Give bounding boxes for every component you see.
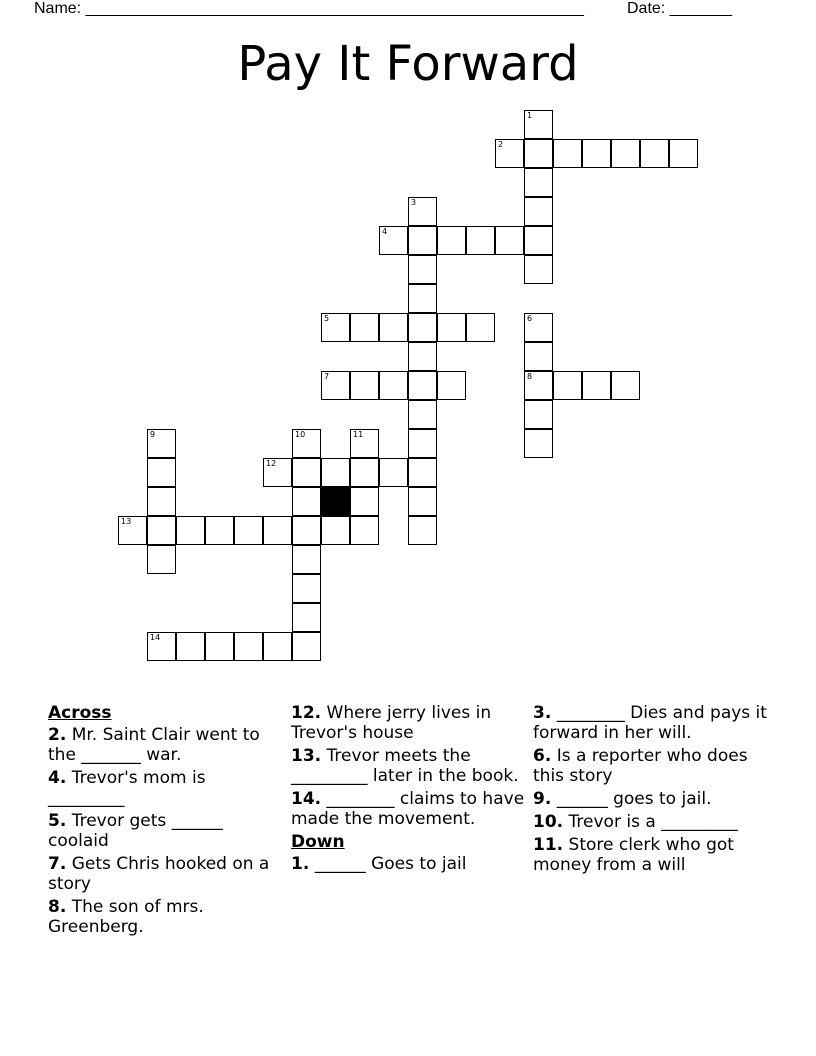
grid-cell[interactable] bbox=[263, 632, 292, 661]
grid-cell[interactable] bbox=[553, 371, 582, 400]
grid-cell[interactable] bbox=[176, 632, 205, 661]
grid-cell[interactable] bbox=[669, 139, 698, 168]
grid-cell[interactable] bbox=[350, 313, 379, 342]
grid-cell[interactable] bbox=[147, 458, 176, 487]
grid-cell[interactable] bbox=[147, 545, 176, 574]
grid-cell[interactable] bbox=[350, 458, 379, 487]
grid-cell[interactable] bbox=[524, 313, 553, 342]
grid-cell[interactable] bbox=[350, 429, 379, 458]
grid-cell[interactable] bbox=[321, 458, 350, 487]
grid-cell[interactable] bbox=[640, 139, 669, 168]
clue-across-5: 5. Trevor gets ______ coolaid bbox=[48, 811, 223, 851]
grid-cell[interactable] bbox=[524, 168, 553, 197]
name-field[interactable]: Name: ________________________________________________________ bbox=[34, 0, 584, 17]
clue-down-11: 11. Store clerk who got money from a will bbox=[533, 835, 734, 875]
clue-across-4: 4. Trevor's mom is _________ bbox=[48, 768, 206, 808]
clues-column-3 bbox=[533, 703, 767, 878]
clue-across-12: 12. Where jerry lives in Trevor's house bbox=[291, 703, 492, 743]
clue-number-label: 3 bbox=[411, 198, 417, 207]
black-cell bbox=[321, 487, 350, 516]
grid-cell[interactable] bbox=[495, 139, 524, 168]
grid-cell[interactable] bbox=[350, 371, 379, 400]
grid-cell[interactable] bbox=[321, 313, 350, 342]
grid-cell[interactable] bbox=[408, 458, 437, 487]
grid-cell[interactable] bbox=[234, 632, 263, 661]
grid-cell[interactable] bbox=[234, 516, 263, 545]
clue-number-label: 10 bbox=[295, 430, 306, 439]
clue-number-label: 2 bbox=[498, 140, 504, 149]
grid-cell[interactable] bbox=[408, 429, 437, 458]
grid-cell[interactable] bbox=[408, 284, 437, 313]
clues-column-1 bbox=[48, 703, 282, 940]
clue-number-label: 12 bbox=[266, 459, 277, 468]
grid-cell[interactable] bbox=[292, 545, 321, 574]
grid-cell[interactable] bbox=[350, 487, 379, 516]
grid-cell[interactable] bbox=[466, 226, 495, 255]
clue-number-label: 5 bbox=[324, 314, 330, 323]
grid-cell[interactable] bbox=[408, 255, 437, 284]
clue-across-13: 13. Trevor meets the _________ later in the book. bbox=[291, 746, 519, 786]
grid-cell[interactable] bbox=[321, 516, 350, 545]
clue-number-label: 1 bbox=[527, 111, 533, 120]
grid-cell[interactable] bbox=[408, 400, 437, 429]
grid-cell[interactable] bbox=[379, 371, 408, 400]
grid-cell[interactable] bbox=[611, 371, 640, 400]
grid-cell[interactable] bbox=[263, 458, 292, 487]
grid-cell[interactable] bbox=[582, 371, 611, 400]
grid-cell[interactable] bbox=[611, 139, 640, 168]
grid-cell[interactable] bbox=[437, 313, 466, 342]
grid-cell[interactable] bbox=[292, 574, 321, 603]
grid-cell[interactable] bbox=[582, 139, 611, 168]
grid-cell[interactable] bbox=[437, 371, 466, 400]
grid-cell[interactable] bbox=[292, 487, 321, 516]
clue-across-8: 8. The son of mrs. Greenberg. bbox=[48, 897, 204, 937]
grid-cell[interactable] bbox=[147, 516, 176, 545]
grid-cell[interactable] bbox=[205, 516, 234, 545]
grid-cell[interactable] bbox=[321, 371, 350, 400]
clue-down-9: 9. ______ goes to jail. bbox=[533, 789, 712, 809]
grid-cell[interactable] bbox=[524, 400, 553, 429]
grid-cell[interactable] bbox=[524, 226, 553, 255]
grid-cell[interactable] bbox=[408, 342, 437, 371]
across-heading: Across bbox=[48, 703, 112, 723]
grid-cell[interactable] bbox=[147, 487, 176, 516]
grid-cell[interactable] bbox=[292, 429, 321, 458]
clue-number-label: 13 bbox=[121, 517, 132, 526]
clue-down-3: 3. ________ Dies and pays it forward in her will. bbox=[533, 703, 767, 743]
grid-cell[interactable] bbox=[437, 226, 466, 255]
clue-across-7: 7. Gets Chris hooked on a story bbox=[48, 854, 270, 894]
clue-number-label: 9 bbox=[150, 430, 156, 439]
grid-cell[interactable] bbox=[379, 313, 408, 342]
grid-cell[interactable] bbox=[524, 255, 553, 284]
grid-cell[interactable] bbox=[379, 458, 408, 487]
grid-cell[interactable] bbox=[176, 516, 205, 545]
clue-number-label: 4 bbox=[382, 227, 388, 236]
grid-cell[interactable] bbox=[350, 516, 379, 545]
grid-cell[interactable] bbox=[118, 516, 147, 545]
grid-cell[interactable] bbox=[408, 371, 437, 400]
clue-number-label: 8 bbox=[527, 372, 533, 381]
grid-cell[interactable] bbox=[524, 197, 553, 226]
grid-cell[interactable] bbox=[292, 458, 321, 487]
grid-cell[interactable] bbox=[292, 632, 321, 661]
grid-cell[interactable] bbox=[379, 226, 408, 255]
grid-cell[interactable] bbox=[147, 429, 176, 458]
grid-cell[interactable] bbox=[292, 516, 321, 545]
clue-down-10: 10. Trevor is a _________ bbox=[533, 812, 738, 832]
down-heading: Down bbox=[291, 832, 345, 852]
grid-cell[interactable] bbox=[292, 603, 321, 632]
clue-down-6: 6. Is a reporter who does this story bbox=[533, 746, 748, 786]
grid-cell[interactable] bbox=[408, 226, 437, 255]
grid-cell[interactable] bbox=[524, 371, 553, 400]
date-field[interactable]: Date: _______ bbox=[627, 0, 732, 17]
grid-cell[interactable] bbox=[524, 342, 553, 371]
grid-cell[interactable] bbox=[147, 632, 176, 661]
grid-cell[interactable] bbox=[524, 139, 553, 168]
grid-cell[interactable] bbox=[524, 110, 553, 139]
grid-cell[interactable] bbox=[524, 429, 553, 458]
grid-cell[interactable] bbox=[495, 226, 524, 255]
grid-cell[interactable] bbox=[408, 197, 437, 226]
clue-number-label: 6 bbox=[527, 314, 533, 323]
grid-cell[interactable] bbox=[466, 313, 495, 342]
page-title: Pay It Forward bbox=[237, 36, 579, 92]
grid-cell[interactable] bbox=[205, 632, 234, 661]
clue-number-label: 14 bbox=[150, 633, 161, 642]
grid-cell[interactable] bbox=[263, 516, 292, 545]
clue-number-label: 7 bbox=[324, 372, 330, 381]
grid-cell[interactable] bbox=[408, 487, 437, 516]
clue-across-2: 2. Mr. Saint Clair went to the _______ war. bbox=[48, 725, 260, 765]
grid-cell[interactable] bbox=[408, 516, 437, 545]
clue-across-14: 14. ________ claims to have made the movement. bbox=[291, 789, 525, 829]
clues-column-2 bbox=[291, 703, 525, 877]
clue-down-1: 1. ______ Goes to jail bbox=[291, 854, 467, 874]
grid-cell[interactable] bbox=[408, 313, 437, 342]
grid-cell[interactable] bbox=[553, 139, 582, 168]
clue-number-label: 11 bbox=[353, 430, 364, 439]
